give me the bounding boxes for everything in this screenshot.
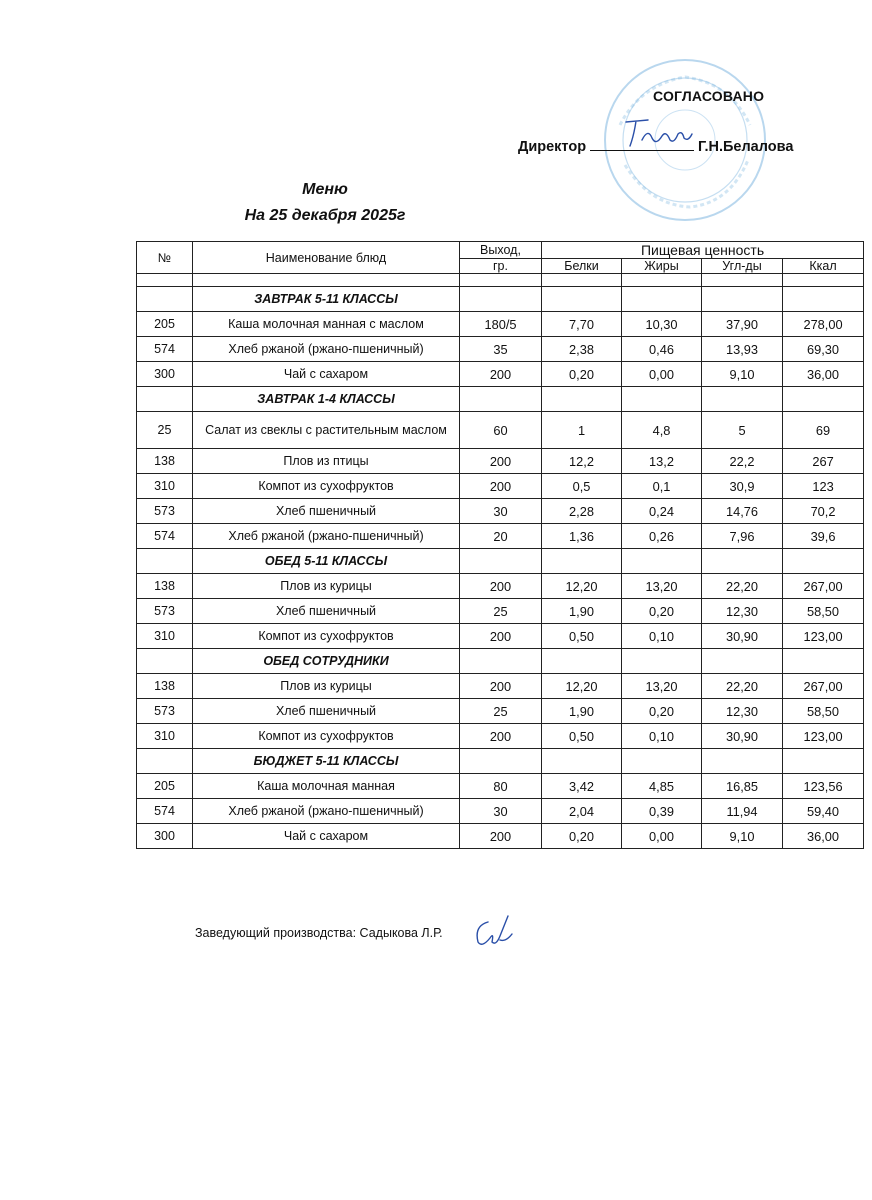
empty-cell bbox=[702, 749, 783, 774]
cell-kcal: 69,30 bbox=[783, 337, 864, 362]
spacer-row bbox=[137, 274, 864, 287]
table-row bbox=[137, 674, 864, 699]
cell-name: Хлеб пшеничный bbox=[193, 499, 460, 524]
cell-yield: 200 bbox=[460, 449, 542, 474]
cell-kcal: 58,50 bbox=[783, 599, 864, 624]
cell-id: 300 bbox=[137, 824, 193, 849]
cell-kcal: 39,6 bbox=[783, 524, 864, 549]
cell-protein: 1,36 bbox=[542, 524, 622, 549]
cell-name: Чай с сахаром bbox=[193, 824, 460, 849]
cell-protein: 2,38 bbox=[542, 337, 622, 362]
cell-kcal: 36,00 bbox=[783, 824, 864, 849]
empty-cell bbox=[460, 549, 542, 574]
cell-kcal: 123,00 bbox=[783, 624, 864, 649]
empty-cell bbox=[137, 749, 193, 774]
cell-id: 310 bbox=[137, 474, 193, 499]
cell-name: Хлеб пшеничный bbox=[193, 599, 460, 624]
cell-name: Каша молочная манная с маслом bbox=[193, 312, 460, 337]
cell-carbs: 22,20 bbox=[702, 574, 783, 599]
cell-yield: 35 bbox=[460, 337, 542, 362]
cell-fat: 13,20 bbox=[622, 574, 702, 599]
cell-fat: 13,2 bbox=[622, 449, 702, 474]
approved-label: СОГЛАСОВАНО bbox=[653, 88, 765, 104]
cell-protein: 12,20 bbox=[542, 574, 622, 599]
menu-title-line1: Меню bbox=[302, 181, 348, 198]
cell-kcal: 70,2 bbox=[783, 499, 864, 524]
table-row bbox=[137, 412, 864, 449]
cell-name: Компот из сухофруктов bbox=[193, 624, 460, 649]
cell-kcal: 36,00 bbox=[783, 362, 864, 387]
cell-protein: 0,50 bbox=[542, 724, 622, 749]
table-row bbox=[137, 449, 864, 474]
cell-fat: 10,30 bbox=[622, 312, 702, 337]
section-header-row bbox=[137, 749, 864, 774]
cell-yield: 200 bbox=[460, 574, 542, 599]
cell-kcal: 59,40 bbox=[783, 799, 864, 824]
cell-carbs: 13,93 bbox=[702, 337, 783, 362]
table-row bbox=[137, 574, 864, 599]
cell-protein: 2,04 bbox=[542, 799, 622, 824]
cell-name: Плов из курицы bbox=[193, 574, 460, 599]
table-row bbox=[137, 699, 864, 724]
director-signature-icon bbox=[618, 110, 708, 152]
cell-carbs: 5 bbox=[702, 412, 783, 449]
cell-fat: 13,20 bbox=[622, 674, 702, 699]
section-title: ОБЕД СОТРУДНИКИ bbox=[193, 649, 460, 674]
cell-carbs: 30,90 bbox=[702, 724, 783, 749]
cell-yield: 20 bbox=[460, 524, 542, 549]
col-header-num: № bbox=[137, 242, 193, 274]
empty-cell bbox=[783, 749, 864, 774]
cell-yield: 200 bbox=[460, 474, 542, 499]
table-row bbox=[137, 724, 864, 749]
empty-cell bbox=[542, 287, 622, 312]
cell-name: Компот из сухофруктов bbox=[193, 474, 460, 499]
cell-protein: 12,2 bbox=[542, 449, 622, 474]
cell-fat: 0,20 bbox=[622, 599, 702, 624]
col-header-carbs: Угл-ды bbox=[702, 259, 783, 274]
menu-table-body bbox=[137, 274, 864, 849]
cell-carbs: 22,2 bbox=[702, 449, 783, 474]
cell-carbs: 22,20 bbox=[702, 674, 783, 699]
menu-table bbox=[136, 241, 864, 849]
cell-yield: 200 bbox=[460, 362, 542, 387]
col-header-kcal: Ккал bbox=[783, 259, 864, 274]
cell-yield: 180/5 bbox=[460, 312, 542, 337]
empty-cell bbox=[137, 549, 193, 574]
cell-id: 300 bbox=[137, 362, 193, 387]
cell-carbs: 9,10 bbox=[702, 362, 783, 387]
cell-kcal: 278,00 bbox=[783, 312, 864, 337]
cell-id: 205 bbox=[137, 774, 193, 799]
section-title: ОБЕД 5-11 КЛАССЫ bbox=[193, 549, 460, 574]
empty-cell bbox=[460, 387, 542, 412]
cell-protein: 0,5 bbox=[542, 474, 622, 499]
cell-id: 573 bbox=[137, 499, 193, 524]
cell-id: 310 bbox=[137, 624, 193, 649]
cell-name: Хлеб ржаной (ржано-пшеничный) bbox=[193, 799, 460, 824]
cell-id: 310 bbox=[137, 724, 193, 749]
cell-fat: 0,46 bbox=[622, 337, 702, 362]
table-row bbox=[137, 524, 864, 549]
cell-name: Хлеб ржаной (ржано-пшеничный) bbox=[193, 337, 460, 362]
cell-id: 574 bbox=[137, 799, 193, 824]
table-row bbox=[137, 499, 864, 524]
empty-cell bbox=[783, 549, 864, 574]
empty-cell bbox=[622, 287, 702, 312]
cell-carbs: 12,30 bbox=[702, 699, 783, 724]
cell-fat: 0,26 bbox=[622, 524, 702, 549]
empty-cell bbox=[460, 287, 542, 312]
director-name: Г.Н.Белалова bbox=[698, 139, 794, 155]
cell-fat: 4,8 bbox=[622, 412, 702, 449]
cell-id: 138 bbox=[137, 574, 193, 599]
cell-id: 574 bbox=[137, 337, 193, 362]
empty-cell bbox=[702, 649, 783, 674]
cell-fat: 0,10 bbox=[622, 724, 702, 749]
cell-carbs: 11,94 bbox=[702, 799, 783, 824]
chef-signature-icon bbox=[470, 912, 520, 950]
cell-kcal: 123 bbox=[783, 474, 864, 499]
cell-yield: 200 bbox=[460, 674, 542, 699]
menu-date: На 25 декабря 2025г bbox=[244, 207, 406, 224]
empty-cell bbox=[783, 287, 864, 312]
cell-protein: 1,90 bbox=[542, 599, 622, 624]
cell-protein: 0,50 bbox=[542, 624, 622, 649]
approval-block bbox=[500, 80, 840, 170]
cell-fat: 0,00 bbox=[622, 362, 702, 387]
cell-kcal: 267,00 bbox=[783, 574, 864, 599]
empty-cell bbox=[460, 649, 542, 674]
empty-cell bbox=[542, 749, 622, 774]
cell-kcal: 123,56 bbox=[783, 774, 864, 799]
cell-carbs: 12,30 bbox=[702, 599, 783, 624]
cell-yield: 200 bbox=[460, 724, 542, 749]
col-header-yield: Выход, bbox=[460, 242, 542, 259]
cell-fat: 0,39 bbox=[622, 799, 702, 824]
cell-carbs: 14,76 bbox=[702, 499, 783, 524]
empty-cell bbox=[622, 749, 702, 774]
cell-kcal: 69 bbox=[783, 412, 864, 449]
empty-cell bbox=[702, 549, 783, 574]
cell-protein: 0,20 bbox=[542, 362, 622, 387]
cell-protein: 0,20 bbox=[542, 824, 622, 849]
empty-cell bbox=[137, 287, 193, 312]
cell-name: Хлеб пшеничный bbox=[193, 699, 460, 724]
menu-title bbox=[200, 177, 450, 229]
cell-protein: 3,42 bbox=[542, 774, 622, 799]
empty-cell bbox=[542, 649, 622, 674]
cell-id: 138 bbox=[137, 674, 193, 699]
cell-protein: 1 bbox=[542, 412, 622, 449]
section-header-row bbox=[137, 549, 864, 574]
section-title: ЗАВТРАК 1-4 КЛАССЫ bbox=[193, 387, 460, 412]
director-prefix: Директор bbox=[518, 139, 587, 155]
cell-yield: 80 bbox=[460, 774, 542, 799]
cell-name: Плов из курицы bbox=[193, 674, 460, 699]
cell-name: Чай с сахаром bbox=[193, 362, 460, 387]
cell-carbs: 9,10 bbox=[702, 824, 783, 849]
footer-signatory: Заведующий производства: Садыкова Л.Р. bbox=[195, 926, 443, 940]
cell-yield: 200 bbox=[460, 824, 542, 849]
cell-kcal: 267 bbox=[783, 449, 864, 474]
cell-name: Каша молочная манная bbox=[193, 774, 460, 799]
empty-cell bbox=[702, 387, 783, 412]
section-header-row bbox=[137, 649, 864, 674]
empty-cell bbox=[783, 387, 864, 412]
empty-cell bbox=[542, 549, 622, 574]
empty-cell bbox=[622, 387, 702, 412]
cell-yield: 60 bbox=[460, 412, 542, 449]
cell-fat: 0,20 bbox=[622, 699, 702, 724]
cell-carbs: 30,9 bbox=[702, 474, 783, 499]
cell-protein: 7,70 bbox=[542, 312, 622, 337]
cell-yield: 25 bbox=[460, 699, 542, 724]
table-row bbox=[137, 474, 864, 499]
cell-kcal: 58,50 bbox=[783, 699, 864, 724]
cell-id: 138 bbox=[137, 449, 193, 474]
section-title: БЮДЖЕТ 5-11 КЛАССЫ bbox=[193, 749, 460, 774]
cell-fat: 0,10 bbox=[622, 624, 702, 649]
cell-fat: 0,00 bbox=[622, 824, 702, 849]
cell-kcal: 123,00 bbox=[783, 724, 864, 749]
section-title: ЗАВТРАК 5-11 КЛАССЫ bbox=[193, 287, 460, 312]
table-row bbox=[137, 624, 864, 649]
cell-yield: 200 bbox=[460, 624, 542, 649]
empty-cell bbox=[137, 387, 193, 412]
col-header-name: Наименование блюд bbox=[193, 242, 460, 274]
table-row bbox=[137, 824, 864, 849]
col-header-fat: Жиры bbox=[622, 259, 702, 274]
cell-carbs: 37,90 bbox=[702, 312, 783, 337]
table-row bbox=[137, 337, 864, 362]
cell-carbs: 30,90 bbox=[702, 624, 783, 649]
cell-name: Салат из свеклы с растительным маслом bbox=[193, 412, 460, 449]
table-row bbox=[137, 799, 864, 824]
cell-carbs: 16,85 bbox=[702, 774, 783, 799]
cell-kcal: 267,00 bbox=[783, 674, 864, 699]
col-header-nutrition: Пищевая ценность bbox=[542, 242, 864, 259]
cell-yield: 30 bbox=[460, 799, 542, 824]
cell-id: 574 bbox=[137, 524, 193, 549]
cell-carbs: 7,96 bbox=[702, 524, 783, 549]
col-header-yield-unit: гр. bbox=[460, 259, 542, 274]
empty-cell bbox=[702, 287, 783, 312]
col-header-protein: Белки bbox=[542, 259, 622, 274]
empty-cell bbox=[783, 649, 864, 674]
table-row bbox=[137, 774, 864, 799]
cell-yield: 25 bbox=[460, 599, 542, 624]
cell-yield: 30 bbox=[460, 499, 542, 524]
cell-id: 573 bbox=[137, 699, 193, 724]
cell-id: 25 bbox=[137, 412, 193, 449]
empty-cell bbox=[137, 649, 193, 674]
cell-fat: 0,24 bbox=[622, 499, 702, 524]
empty-cell bbox=[622, 549, 702, 574]
empty-cell bbox=[460, 749, 542, 774]
cell-id: 205 bbox=[137, 312, 193, 337]
table-row bbox=[137, 362, 864, 387]
cell-protein: 2,28 bbox=[542, 499, 622, 524]
cell-protein: 12,20 bbox=[542, 674, 622, 699]
cell-name: Плов из птицы bbox=[193, 449, 460, 474]
table-row bbox=[137, 599, 864, 624]
empty-cell bbox=[622, 649, 702, 674]
cell-name: Хлеб ржаной (ржано-пшеничный) bbox=[193, 524, 460, 549]
section-header-row bbox=[137, 387, 864, 412]
section-header-row bbox=[137, 287, 864, 312]
cell-name: Компот из сухофруктов bbox=[193, 724, 460, 749]
cell-fat: 0,1 bbox=[622, 474, 702, 499]
empty-cell bbox=[542, 387, 622, 412]
table-row bbox=[137, 312, 864, 337]
cell-id: 573 bbox=[137, 599, 193, 624]
cell-fat: 4,85 bbox=[622, 774, 702, 799]
cell-protein: 1,90 bbox=[542, 699, 622, 724]
